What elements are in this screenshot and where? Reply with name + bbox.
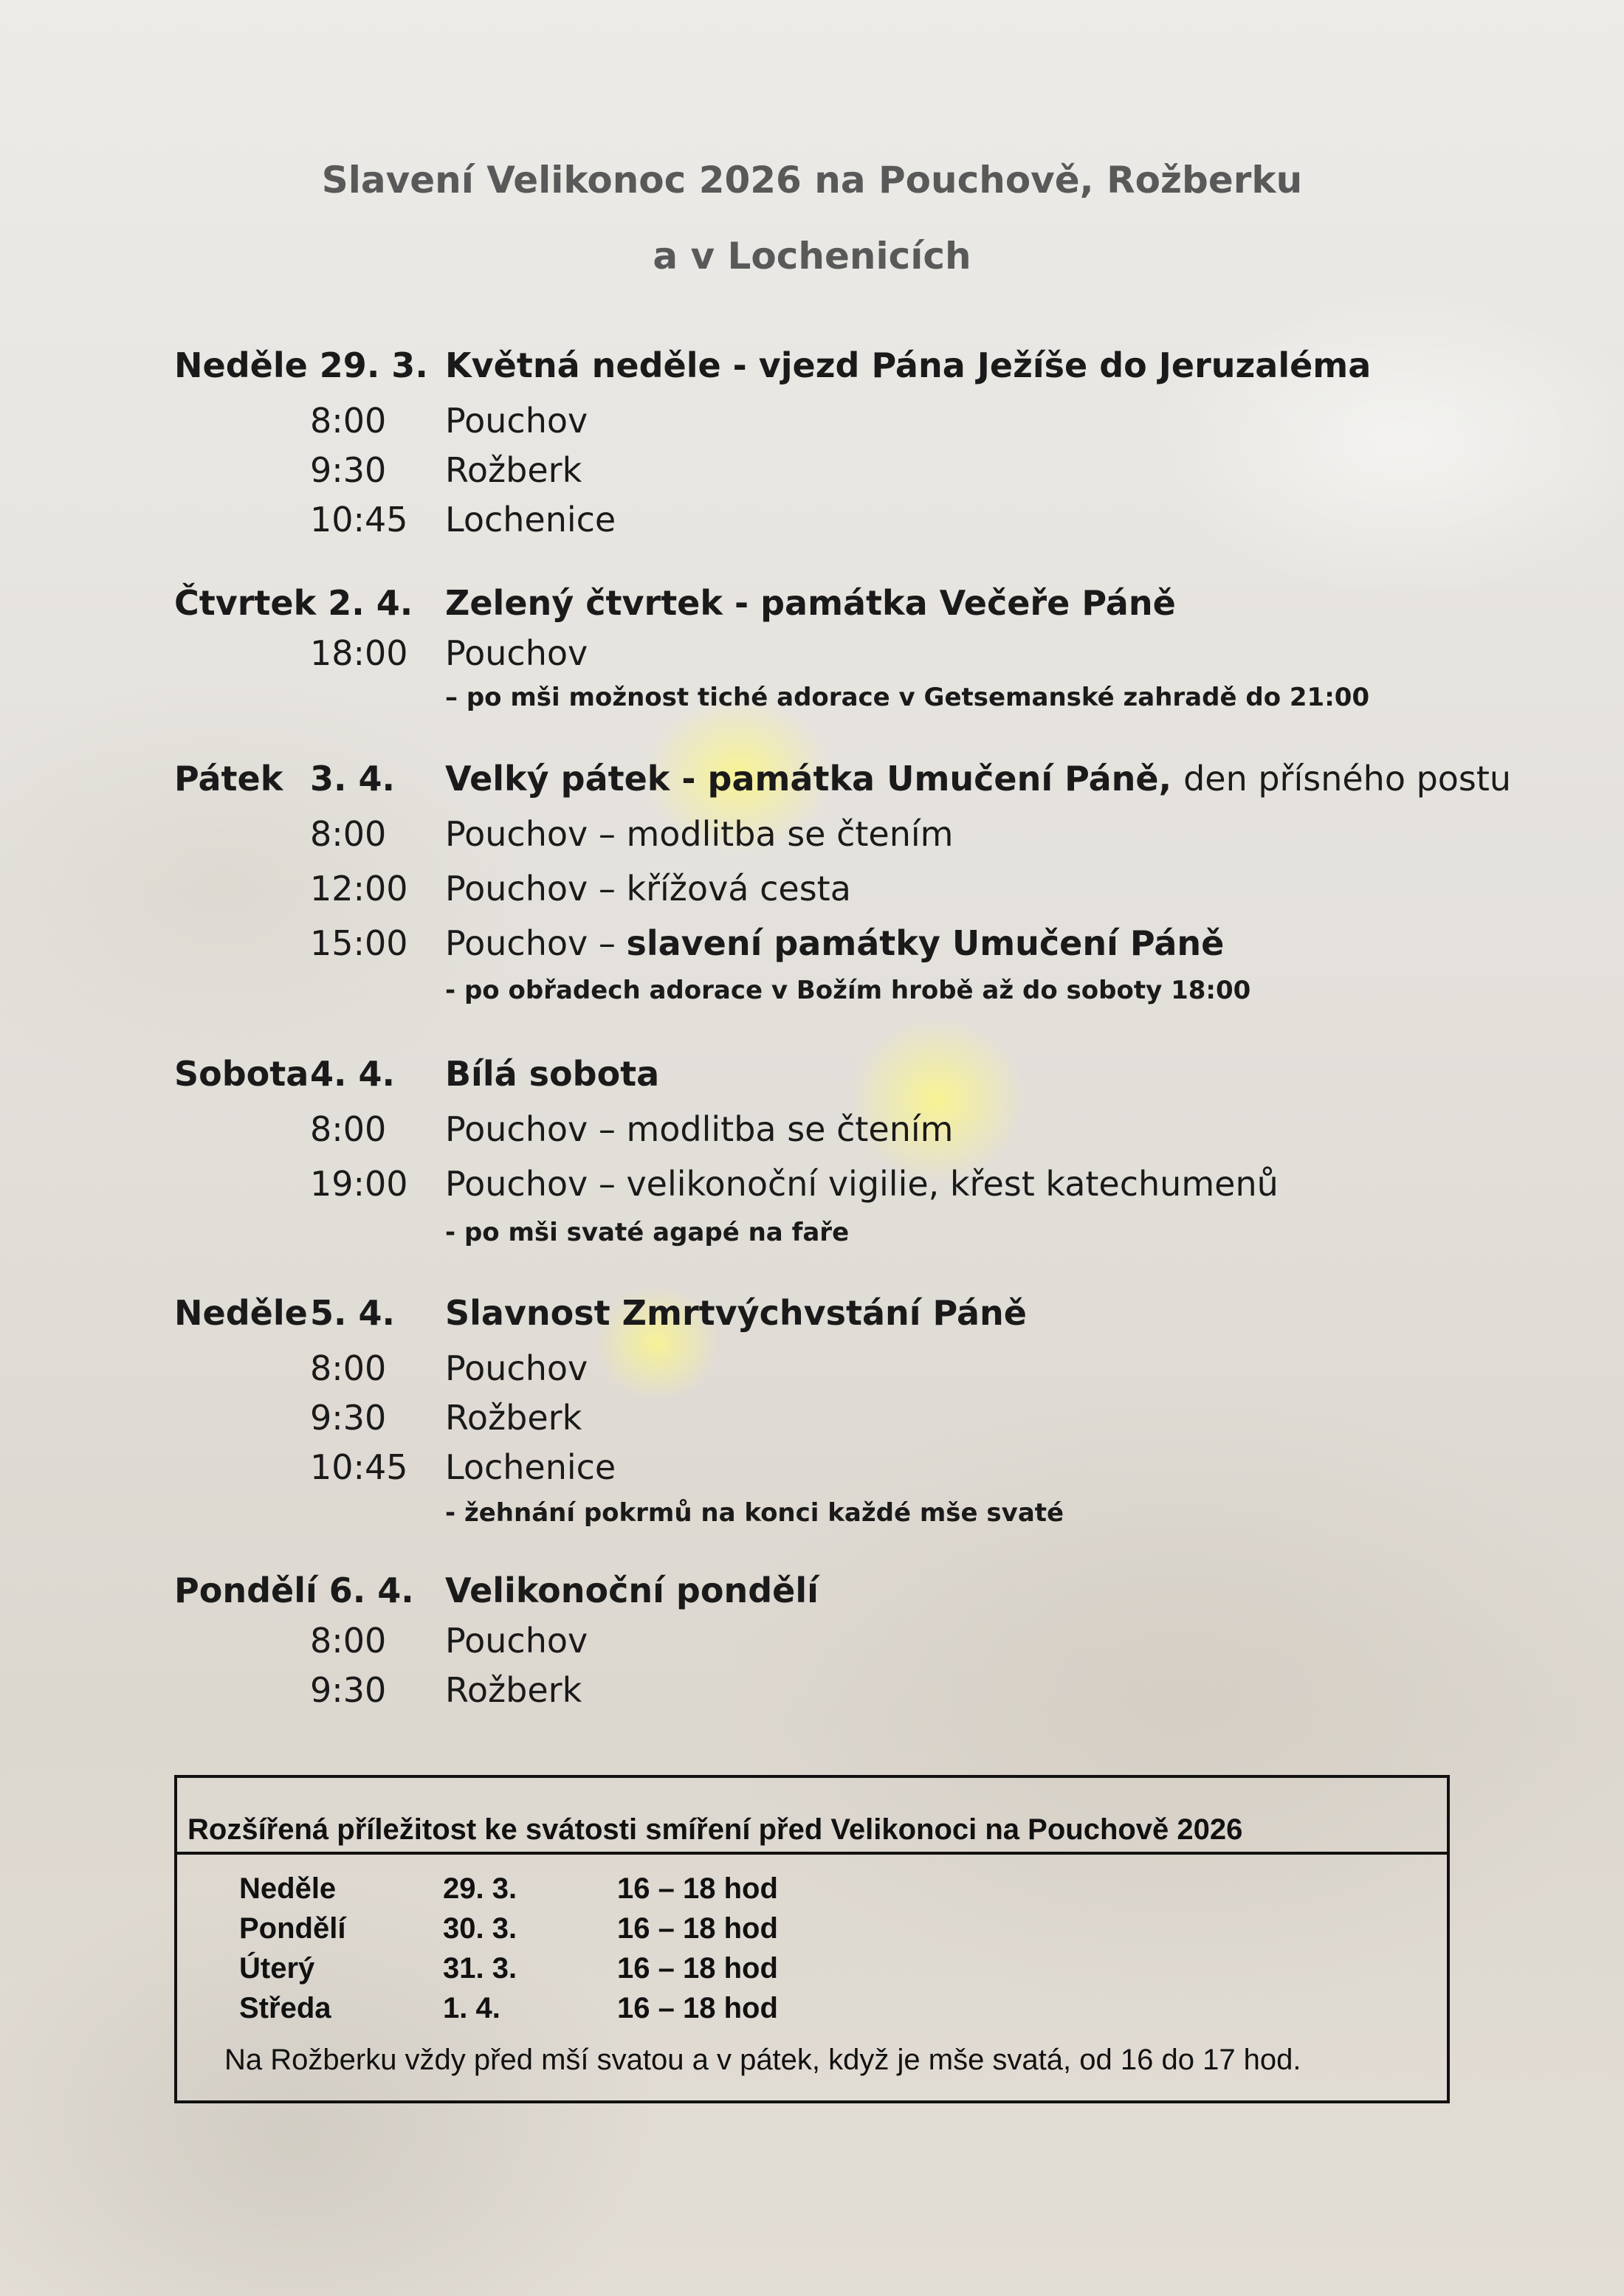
page-title: Slavení Velikonoc 2026 na Pouchově, Rožberku <box>321 159 1303 201</box>
service-time: 18:00 <box>310 633 408 673</box>
confession-date: 31. 3. <box>443 1952 517 1985</box>
service-place: Pouchov <box>445 1348 588 1388</box>
service-place: Pouchov – modlitba se čtením <box>445 814 954 854</box>
confession-day: Neděle <box>239 1872 337 1905</box>
day-label: Neděle <box>174 1293 308 1333</box>
confession-hours: 16 – 18 hod <box>617 1912 778 1945</box>
day-date: 4. 4. <box>310 1054 395 1094</box>
confession-day: Středa <box>239 1992 331 2024</box>
day-note: - žehnání pokrmů na konci každé mše svaté <box>445 1498 1064 1528</box>
service-time: 10:45 <box>310 1447 408 1487</box>
service-time: 8:00 <box>310 814 387 854</box>
day-heading: Zelený čtvrtek - památka Večeře Páně <box>445 583 1176 623</box>
confession-date: 1. 4. <box>443 1992 500 2024</box>
day-label: Sobota <box>174 1054 309 1094</box>
day-label: Čtvrtek 2. 4. <box>174 583 413 623</box>
day-heading: Velikonoční pondělí <box>445 1571 819 1610</box>
day-label: Pondělí 6. 4. <box>174 1571 414 1610</box>
confession-title: Rozšířená příležitost ke svátosti smíření před Velikonoci na Pouchově 2026 <box>187 1813 1243 1846</box>
day-date: 3. 4. <box>310 759 395 799</box>
service-time: 9:30 <box>310 450 387 490</box>
confession-day: Úterý <box>239 1952 315 1985</box>
confession-date: 29. 3. <box>443 1872 517 1905</box>
service-place: Pouchov – modlitba se čtením <box>445 1109 954 1149</box>
service-time: 9:30 <box>310 1670 387 1710</box>
day-heading: Květná neděle - vjezd Pána Ježíše do Jeruzaléma <box>445 345 1372 385</box>
day-heading <box>445 759 1511 799</box>
page-subtitle: a v Lochenicích <box>653 235 971 277</box>
day-date: 5. 4. <box>310 1293 395 1333</box>
service-place: Pouchov <box>445 401 588 441</box>
service-place: Pouchov <box>445 633 588 673</box>
service-time: 10:45 <box>310 500 408 539</box>
day-note: – po mši možnost tiché adorace v Getsemanské zahradě do 21:00 <box>445 683 1370 712</box>
day-heading: Bílá sobota <box>445 1054 660 1094</box>
service-place: Lochenice <box>445 500 616 539</box>
day-note: - po mši svaté agapé na faře <box>445 1218 850 1247</box>
confession-footer: Na Rožberku vždy před mší svatou a v pátek, když je mše svatá, od 16 do 17 hod. <box>224 2044 1301 2076</box>
confession-day: Pondělí <box>239 1912 346 1945</box>
service-place-text: Pouchov – <box>445 923 627 963</box>
service-place: Pouchov – křížová cesta <box>445 869 851 909</box>
day-label: Neděle 29. 3. <box>174 345 428 385</box>
service-place-bold: slavení památky Umučení Páně <box>626 923 1225 963</box>
service-place: Rožberk <box>445 1670 582 1710</box>
service-time: 9:30 <box>310 1398 387 1438</box>
day-note: - po obřadech adorace v Božím hrobě až do soboty 18:00 <box>445 976 1251 1005</box>
day-heading-normal: den přísného postu <box>1183 759 1512 799</box>
service-time: 8:00 <box>310 1621 387 1661</box>
day-label: Pátek <box>174 759 283 799</box>
service-place: Lochenice <box>445 1447 616 1487</box>
service-time: 19:00 <box>310 1164 408 1204</box>
service-place <box>445 923 1224 963</box>
day-heading-bold: Velký pátek - památka Umučení Páně, <box>445 759 1172 799</box>
service-place: Pouchov <box>445 1621 588 1661</box>
day-heading: Slavnost Zmrtvýchvstání Páně <box>445 1293 1027 1333</box>
confession-hours: 16 – 18 hod <box>617 1952 778 1985</box>
service-time: 8:00 <box>310 401 387 441</box>
confession-date: 30. 3. <box>443 1912 517 1945</box>
service-time: 8:00 <box>310 1109 387 1149</box>
service-place: Rožberk <box>445 450 582 490</box>
service-place: Rožberk <box>445 1398 582 1438</box>
confession-hours: 16 – 18 hod <box>617 1872 778 1905</box>
service-place: Pouchov – velikonoční vigilie, křest katechumenů <box>445 1164 1279 1204</box>
confession-hours: 16 – 18 hod <box>617 1992 778 2024</box>
confession-box <box>174 1775 1450 2103</box>
service-time: 15:00 <box>310 923 408 963</box>
service-time: 8:00 <box>310 1348 387 1388</box>
service-time: 12:00 <box>310 869 408 909</box>
divider <box>177 1852 1447 1855</box>
